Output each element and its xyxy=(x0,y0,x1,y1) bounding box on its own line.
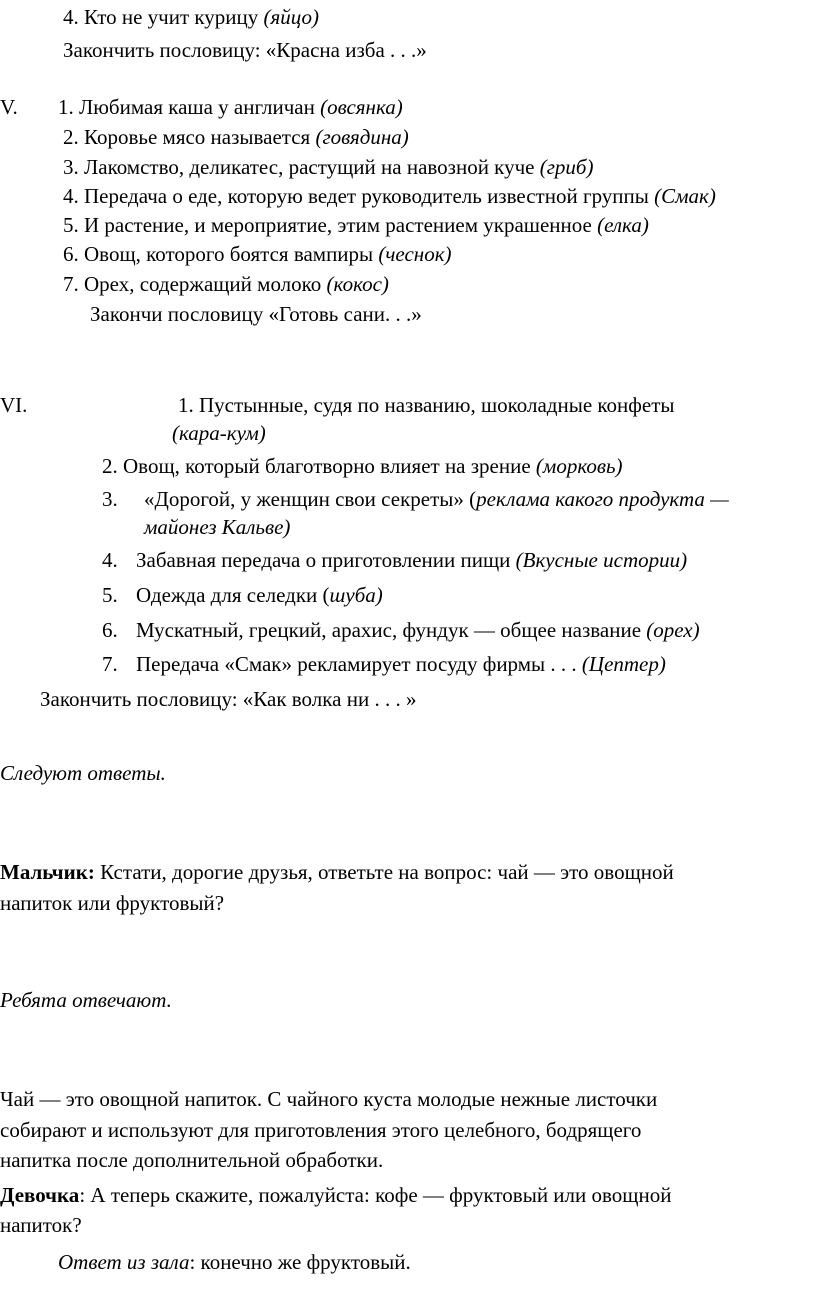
b6-roman: VI. xyxy=(0,393,28,417)
b6-proverb: Закончить пословицу: «Как волка ни . . . » xyxy=(40,687,417,711)
b6-item-4-num: 4. xyxy=(102,548,118,572)
b4-proverb: Закончить пословицу: «Красна изба . . .» xyxy=(63,38,427,62)
b5-item-1: 1. Любимая каша у англичан (овсянка) xyxy=(58,95,403,119)
b4-item-4: 4. Кто не учит курицу (яйцо) xyxy=(63,5,320,29)
b5-item-3: 3. Лакомство, деликатес, растущий на навозной куче (гриб) xyxy=(63,155,594,179)
b6-item-5-num: 5. xyxy=(102,583,118,607)
b5-item-6: 6. Овощ, которого боятся вампиры (чеснок) xyxy=(63,242,452,266)
b5-roman: V. xyxy=(0,95,18,119)
boy-line-2: напиток или фруктовый? xyxy=(0,891,225,915)
stage-direction-answers: Следуют ответы. xyxy=(0,761,166,785)
b6-item-3: «Дорогой, у женщин свои секреты» (реклама какого продукта — xyxy=(144,487,729,511)
audience-answer: Ответ из зала: конечно же фруктовый. xyxy=(58,1250,411,1274)
b6-item-4: Забавная передача о приготовлении пищи (Вкусные истории) xyxy=(136,548,688,572)
b6-item-1-answer: (кара-кум) xyxy=(172,421,266,445)
girl-line-2: напиток? xyxy=(0,1213,82,1237)
b6-item-1: 1. Пустынные, судя по названию, шоколадные конфеты xyxy=(178,393,675,417)
tea-line-2: собирают и используют для приготовления этого целебного, бодрящего xyxy=(0,1118,642,1142)
tea-line-3: напитка после дополнительной обработки. xyxy=(0,1148,384,1172)
b6-item-7: Передача «Смак» рекламирует посуду фирмы . . . (Цептер) xyxy=(136,652,666,676)
girl-line-1: Девочка: А теперь скажите, пожалуйста: кофе — фруктовый или овощной xyxy=(0,1183,672,1207)
b6-item-7-num: 7. xyxy=(102,652,118,676)
b5-item-4: 4. Передача о еде, которую ведет руководитель известной группы (Смак) xyxy=(63,184,716,208)
b5-proverb: Закончи пословицу «Готовь сани. . .» xyxy=(90,302,422,326)
b6-item-3-num: 3. xyxy=(102,487,118,511)
b6-item-6-num: 6. xyxy=(102,618,118,642)
b5-item-7: 7. Орех, содержащий молоко (кокос) xyxy=(63,272,389,296)
b6-item-5: Одежда для селедки (шуба) xyxy=(136,583,383,607)
b6-item-6: Мускатный, грецкий, арахис, фундук — общее название (орех) xyxy=(136,618,700,642)
boy-line-1: Мальчик: Кстати, дорогие друзья, ответьте на вопрос: чай — это овощной xyxy=(0,860,674,884)
b6-item-2: 2. Овощ, который благотворно влияет на зрение (морковь) xyxy=(102,454,623,478)
tea-line-1: Чай — это овощной напиток. С чайного куста молодые нежные листочки xyxy=(0,1087,658,1111)
stage-direction-kids: Ребята отвечают. xyxy=(0,988,172,1012)
b5-item-2: 2. Коровье мясо называется (говядина) xyxy=(63,125,409,149)
b6-item-3-answer: майонез Кальве) xyxy=(144,515,291,539)
b5-item-5: 5. И растение, и мероприятие, этим растением украшенное (елка) xyxy=(63,213,649,237)
